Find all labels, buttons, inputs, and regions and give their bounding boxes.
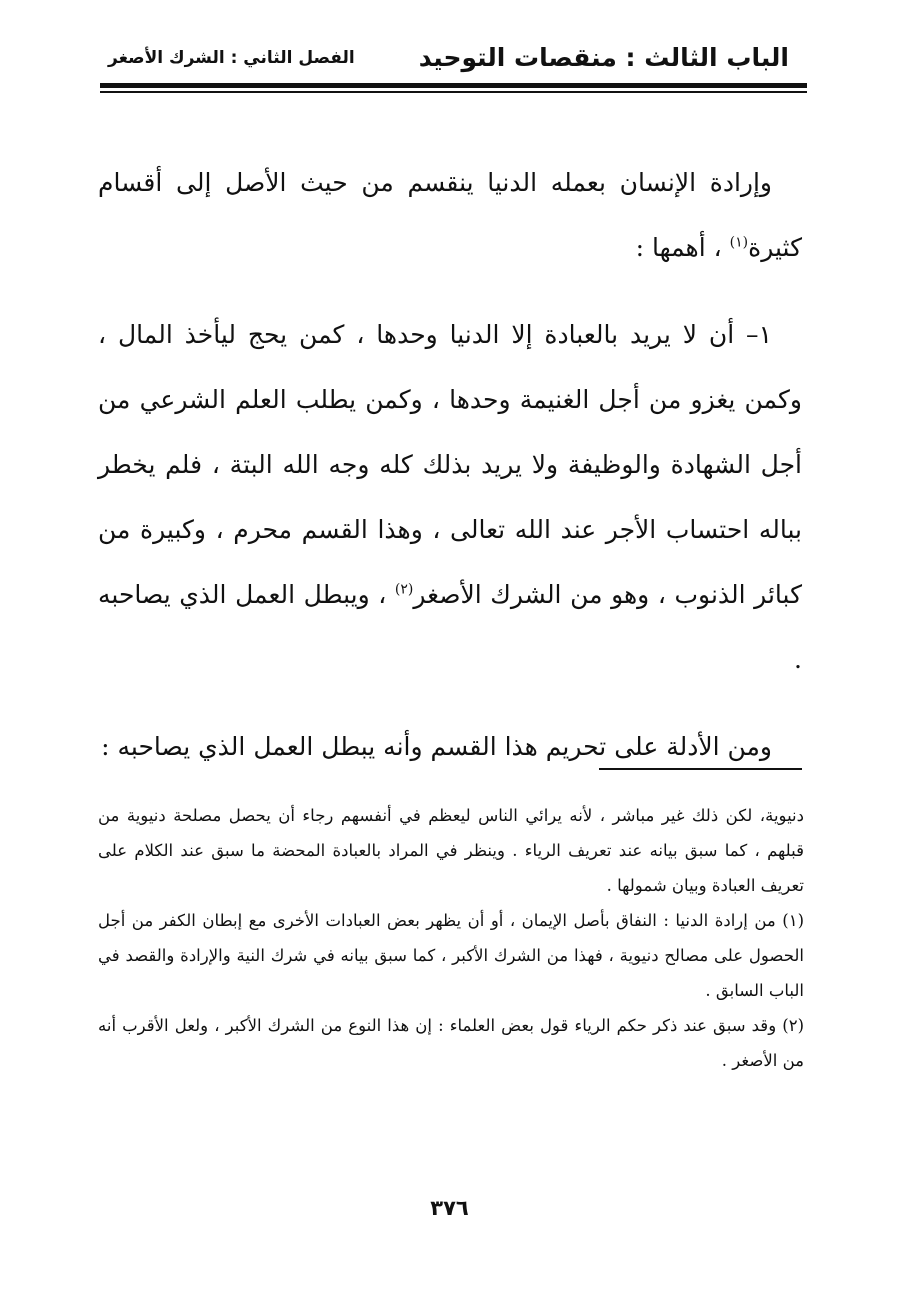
footnote-ref-1: (١) — [729, 234, 749, 251]
main-text — [98, 150, 802, 779]
footnote-1: (١) من إرادة الدنيا : النفاق بأصل الإيمان ، أو أن يظهر بعض العبادات الأخرى مع إبطان الكفر من أجل الحصول على مصالح دنيوية ، فهذا من الشرك الأكبر ، كما سبق بيانه في شرك النية والإرادة والقصد في الباب السابق . — [98, 911, 804, 1000]
running-header — [100, 38, 799, 78]
footnote-continuation: دنيوية، لكن ذلك غير مباشر ، لأنه يرائي الناس ليعظم في أنفسهم رجاء أن يحصل مصلحة دنيوية من قبلهم ، كما سبق بيانه عند تعريف الرياء . وينظر في المراد بالعبادة المحضة ما سبق عند الكلام على تعريف العبادة وبيان شمولها . — [98, 806, 804, 895]
footnote-2: (٢) وقد سبق عند ذكر حكم الرياء قول بعض العلماء : إن هذا النوع من الشرك الأكبر ، ولعل الأقرب أنه من الأصغر . — [98, 1016, 804, 1070]
paragraph-intro-text-after: ، أهمها : — [635, 233, 730, 262]
footnotes — [98, 798, 804, 1078]
paragraph-item-1 — [98, 302, 802, 692]
header-rule-thick — [100, 83, 807, 88]
paragraph-item-1-text-after: ، ويبطل العمل الذي يصاحبه . — [98, 580, 802, 674]
paragraph-intro — [98, 150, 802, 280]
page-number: ٣٧٦ — [430, 1196, 469, 1220]
section-title: الفصل الثاني : الشرك الأصغر — [108, 48, 355, 68]
paragraph-item-1-text: ١– أن لا يريد بالعبادة إلا الدنيا وحدها ، كمن يحج ليأخذ المال ، وكمن يغزو من أجل الغنيمة وحدها ، وكمن يطلب العلم الشرعي من أجل الشهادة والوظيفة ولا يريد بذلك كله وجه الله البتة ، فلم يخطر بباله احتساب الأجر عند الله تعالى ، وهذا القسم محرم ، وكبيرة من كبائر الذنوب ، وهو من الشرك الأصغر — [98, 320, 802, 609]
paragraph-evidence: ومن الأدلة على تحريم هذا القسم وأنه يبطل العمل الذي يصاحبه : — [101, 732, 772, 761]
header-rule-thin — [100, 91, 807, 93]
footnote-ref-2: (٢) — [394, 581, 414, 598]
paragraph-intro-text: وإرادة الإنسان بعمله الدنيا ينقسم من حيث الأصل إلى أقسام كثيرة — [98, 168, 802, 262]
chapter-title: الباب الثالث : منقصات التوحيد — [418, 43, 789, 72]
footnote-separator — [599, 768, 802, 770]
